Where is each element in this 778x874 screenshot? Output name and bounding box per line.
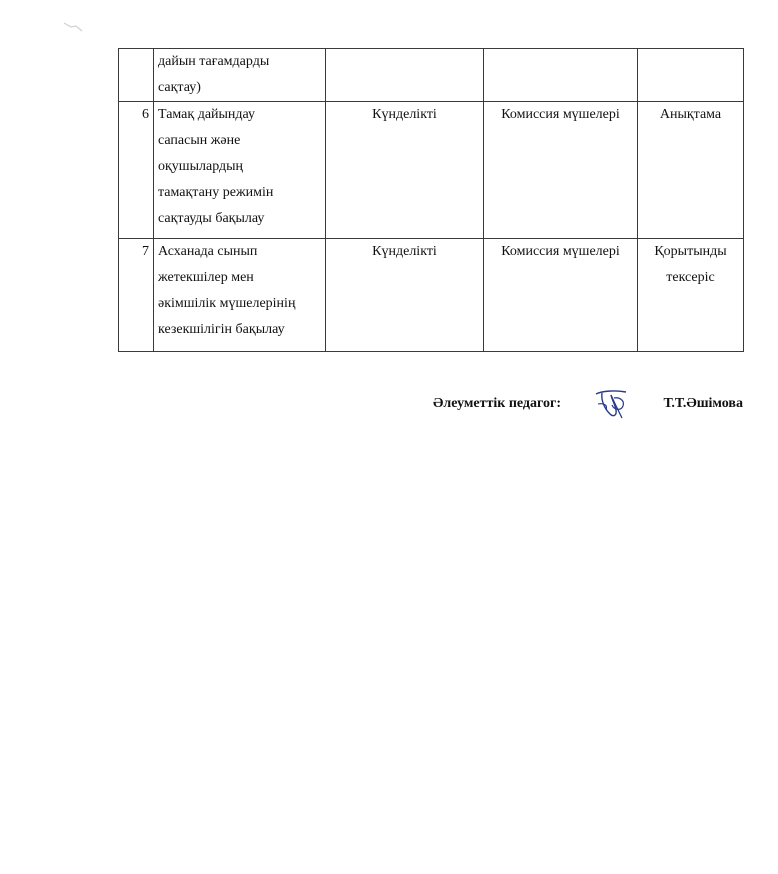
task-line: кезекшілігін бақылау xyxy=(158,322,285,337)
result-cell xyxy=(638,49,744,102)
row-number-cell: 7 xyxy=(119,239,154,352)
responsible-cell: Комиссия мүшелері xyxy=(484,102,638,239)
signatory-name: Т.Т.Әшімова xyxy=(663,396,743,411)
table-row xyxy=(119,102,744,239)
row-number-cell xyxy=(119,49,154,102)
task-line: сақтауды бақылау xyxy=(158,211,265,226)
result-line: Анықтама xyxy=(659,107,722,122)
scan-smudge-mark xyxy=(62,20,84,34)
task-cell xyxy=(154,102,326,239)
handwritten-signature-icon xyxy=(592,386,632,422)
period-cell xyxy=(326,49,484,102)
task-line: Тамақ дайындау xyxy=(158,107,256,122)
control-plan-table xyxy=(118,48,744,352)
table-row xyxy=(119,49,744,102)
table-row xyxy=(119,239,744,352)
result-cell xyxy=(638,239,744,352)
row-number-cell: 6 xyxy=(119,102,154,239)
responsible-cell: Комиссия мүшелері xyxy=(484,239,638,352)
signature-block xyxy=(300,386,745,426)
period-cell: Күнделікті xyxy=(326,102,484,239)
result-line: Қорытынды xyxy=(654,244,727,259)
period-cell: Күнделікті xyxy=(326,239,484,352)
task-cell xyxy=(154,49,326,102)
task-line: дайын тағамдарды xyxy=(158,54,270,69)
result-line: тексеріс xyxy=(666,270,715,285)
task-line: жетекшілер мен xyxy=(158,270,254,285)
signature-label: Әлеуметтік педагог: xyxy=(433,396,562,411)
result-cell xyxy=(638,102,744,239)
task-line: Асханада сынып xyxy=(158,244,258,259)
task-line: сапасын және xyxy=(158,133,241,148)
task-line: тамақтану режимін xyxy=(158,185,274,200)
task-line: сақтау) xyxy=(158,80,201,95)
task-line: оқушылардың xyxy=(158,159,244,174)
task-line: әкімшілік мүшелерінің xyxy=(158,296,296,311)
responsible-cell xyxy=(484,49,638,102)
task-cell xyxy=(154,239,326,352)
